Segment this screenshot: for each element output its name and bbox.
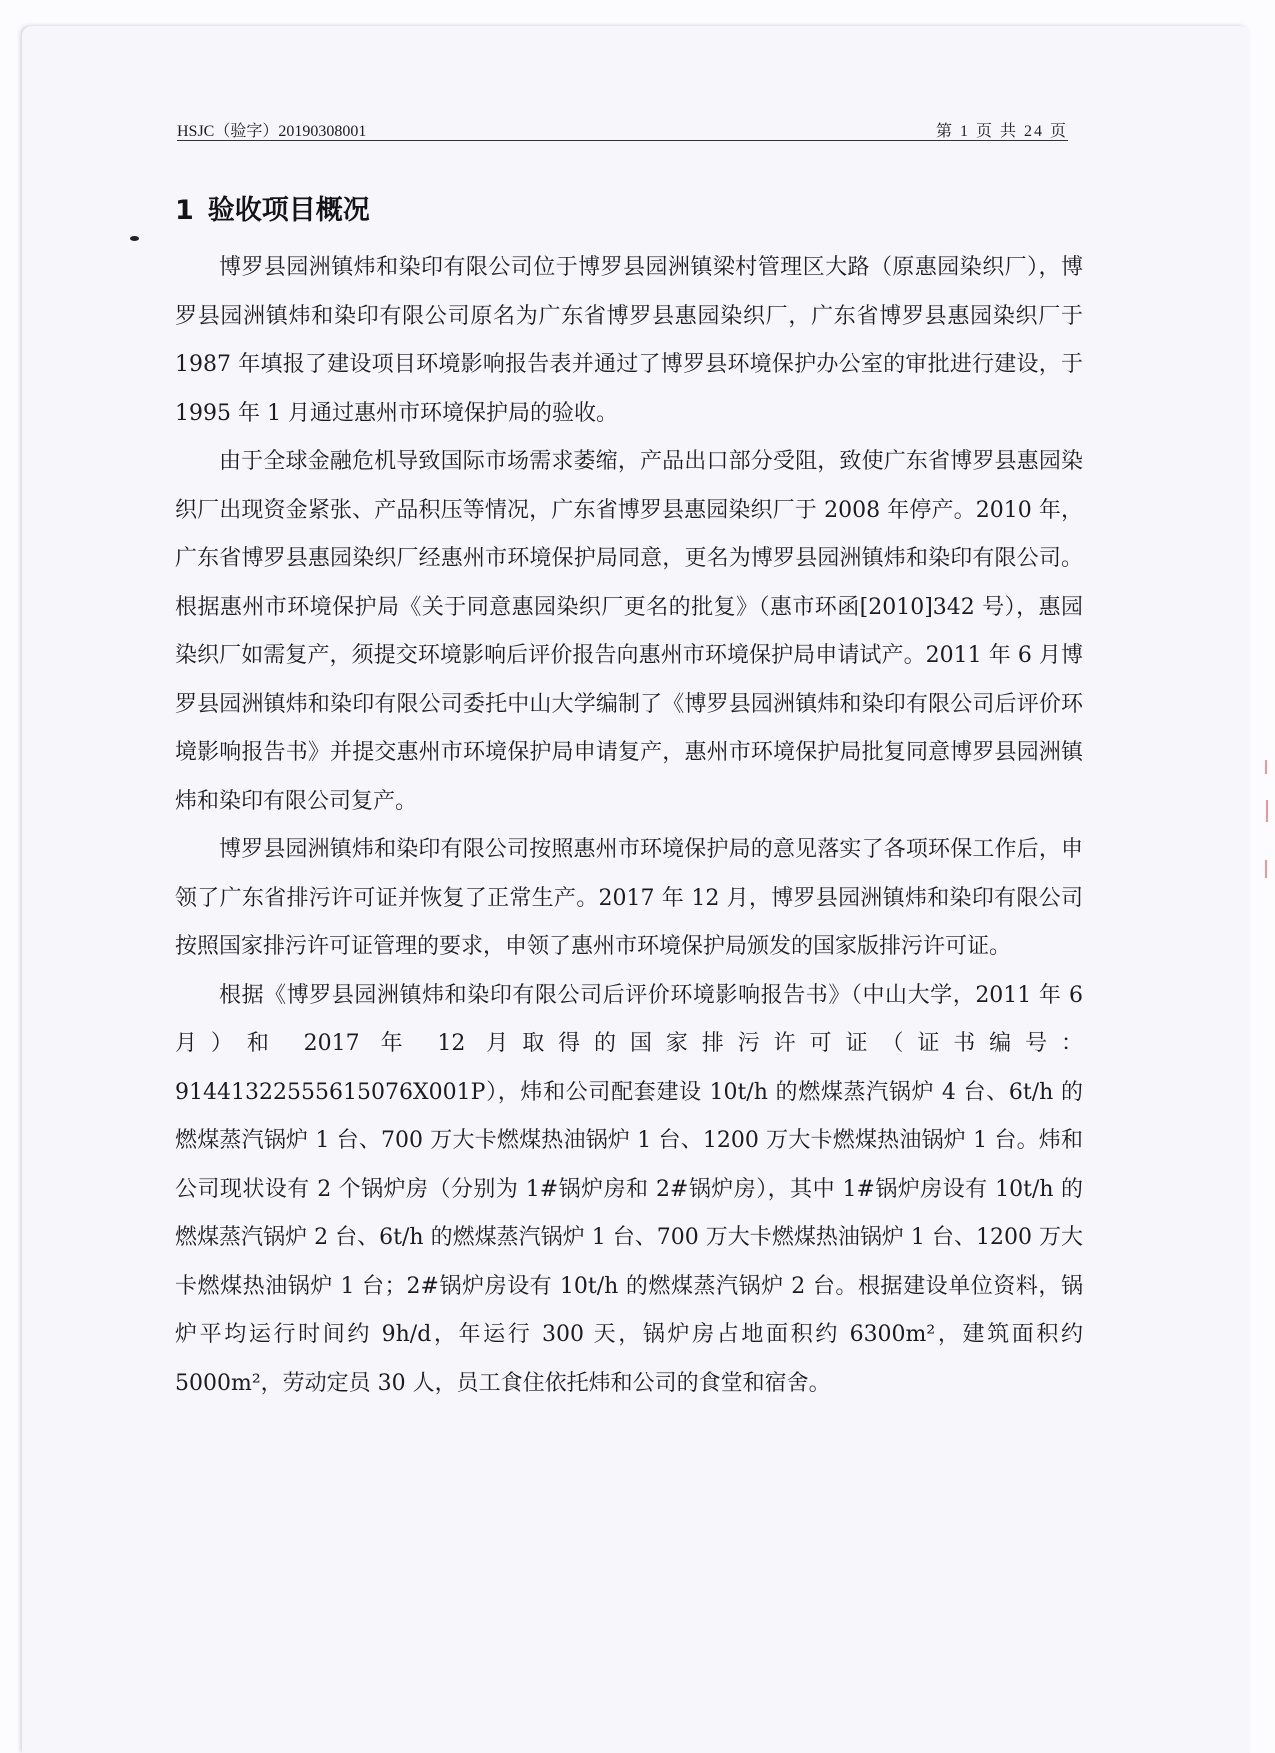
- page-number: 第 1 页 共 24 页: [935, 123, 1068, 140]
- scan-edge-mark: [1265, 860, 1267, 878]
- body-text: [175, 244, 1083, 1408]
- paragraph: 由于全球金融危机导致国际市场需求萎缩，产品出口部分受阻，致使广东省博罗县惠园染织厂出现资金紧张、产品积压等情况，广东省博罗县惠园染织厂于 2008 年停产。2010 年，广东省博罗县惠园染织厂经惠州市环境保护局同意，更名为博罗县园洲镇炜和染印有限公司。根据惠州市环境保护局《关于同意惠园染织厂更名的批复》（惠市环函[2010]342 号），惠园染织厂如需复产，须提交环境影响后评价报告向惠州市环境保护局申请试产。2011 年 6 月博罗县园洲镇炜和染印有限公司委托中山大学编制了《博罗县园洲镇炜和染印有限公司后评价环境影响报告书》并提交惠州市环境保护局申请复产，惠州市环境保护局批复同意博罗县园洲镇炜和染印有限公司复产。: [175, 449, 1083, 814]
- paragraph: 博罗县园洲镇炜和染印有限公司按照惠州市环境保护局的意见落实了各项环保工作后，申领了广东省排污许可证并恢复了正常生产。2017 年 12 月，博罗县园洲镇炜和染印有限公司按照国家排污许可证管理的要求，申领了惠州市环境保护局颁发的国家版排污许可证。: [175, 837, 1083, 959]
- paragraph: 根据《博罗县园洲镇炜和染印有限公司后评价环境影响报告书》（中山大学，2011 年 6 月）和 2017 年 12 月取得的国家排污许可证（证书编号：91441322555615076X001P），炜和公司配套建设 10t/h 的燃煤蒸汽锅炉 4 台、6t/h 的燃煤蒸汽锅炉 1 台、700 万大卡燃煤热油锅炉 1 台、1200 万大卡燃煤热油锅炉 1 台。炜和公司现状设有 2 个锅炉房（分别为 1#锅炉房和 2#锅炉房），其中 1#锅炉房设有 10t/h 的燃煤蒸汽锅炉 2 台、6t/h 的燃煤蒸汽锅炉 1 台、700 万大卡燃煤热油锅炉 1 台、1200 万大卡燃煤热油锅炉 1 台；2#锅炉房设有 10t/h 的燃煤蒸汽锅炉 2 台。根据建设单位资料，锅炉平均运行时间约 9h/d，年运行 300 天，锅炉房占地面积约 6300m²，建筑面积约 5000m²，劳动定员 30 人，员工食住依托炜和公司的食堂和宿舍。: [175, 982, 1083, 1396]
- paragraph: 博罗县园洲镇炜和染印有限公司位于博罗县园洲镇梁村管理区大路（原惠园染织厂），博罗县园洲镇炜和染印有限公司原名为广东省博罗县惠园染织厂，广东省博罗县惠园染织厂于 1987 年填报了建设项目环境影响报告表并通过了博罗县环境保护办公室的审批进行建设，于 1995 年 1 月通过惠州市环境保护局的验收。: [175, 255, 1083, 426]
- section-title: [175, 188, 370, 227]
- scan-speck: [130, 236, 139, 241]
- scan-edge-mark: [1266, 800, 1268, 822]
- document-code: HSJC（验字）20190308001: [177, 123, 367, 140]
- page-header: [177, 118, 1068, 141]
- section-title-text: 验收项目概况: [207, 195, 370, 226]
- section-number: 1: [175, 195, 194, 226]
- scan-edge-mark: [1265, 760, 1267, 774]
